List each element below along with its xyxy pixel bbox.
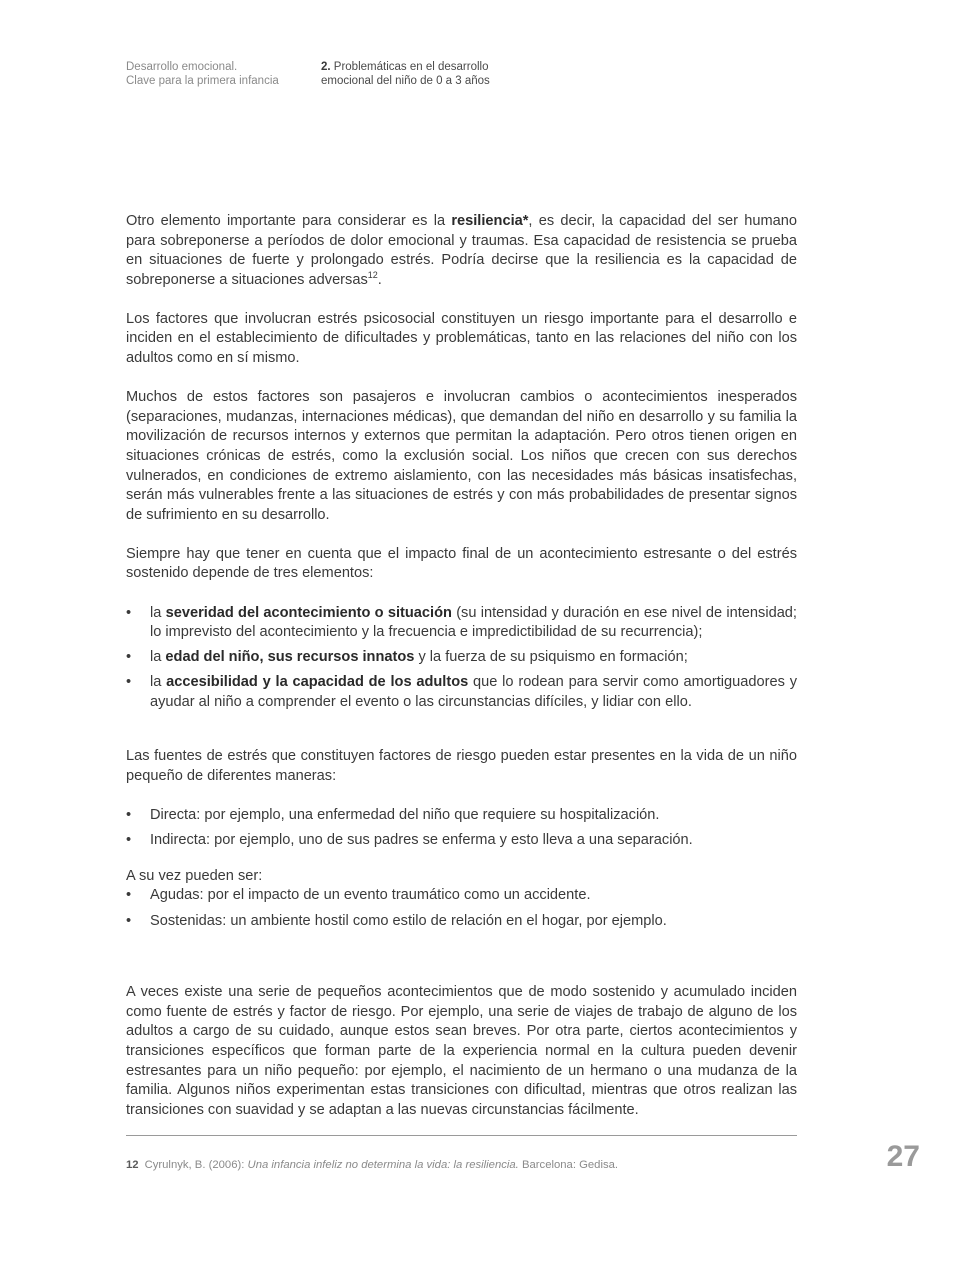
- term-resiliencia: resiliencia*: [451, 213, 529, 229]
- list-item: [126, 673, 797, 712]
- chapter-number: 2.: [321, 61, 331, 73]
- elements-list: [126, 604, 797, 713]
- paragraph-resiliencia: [126, 212, 797, 290]
- text-run: (su intensidad y duración en ese nivel de intensidad; lo imprevisto del acontecimiento y la frecuencia e impredictibilidad de su recurrencia);: [150, 604, 797, 641]
- bullet-icon: •: [126, 832, 132, 849]
- bullet-icon: •: [126, 912, 132, 929]
- paragraph-impacto: Siempre hay que tener en cuenta que el impacto final de un acontecimiento estresante o del estrés sostenido depende de tres elementos:: [126, 545, 797, 582]
- book-title-line2: Clave para la primera infancia: [126, 75, 279, 87]
- bullet-icon: •: [126, 604, 132, 621]
- text-run: y la fuerza de su psiquismo en formación;: [414, 649, 688, 666]
- footnote: [126, 1158, 618, 1172]
- chapter-title-line1: Problemáticas en el desarrollo: [330, 61, 489, 73]
- footnote-author: Cyrulnyk, B. (2006):: [144, 1159, 248, 1171]
- bullet-icon: •: [126, 887, 132, 904]
- list-item-term: accesibilidad y la capacidad de los adultos: [166, 674, 469, 691]
- list-item: [126, 806, 797, 826]
- sources-list: [126, 806, 797, 851]
- book-title-line1: Desarrollo emocional.: [126, 61, 238, 73]
- list-item-text: Indirecta: por ejemplo, uno de sus padres se enferma y esto lleva a una separación.: [150, 832, 693, 849]
- chapter-title-line2: emocional del niño de 0 a 3 años: [321, 75, 490, 87]
- body-content: [126, 212, 797, 1120]
- list-item: [126, 886, 797, 906]
- list-item-text: Directa: por ejemplo, una enfermedad del niño que requiere su hospitalización.: [150, 807, 660, 824]
- text-run: que lo rodean para servir como amortiguadores y ayudar al niño a comprender el evento o las circunstancias difíciles, y lidiar con ello.: [150, 674, 797, 710]
- paragraph-a-veces: A veces existe una serie de pequeños acontecimientos que de modo sostenido y acumulado inciden como fuente de estrés y factor de riesgo. Por ejemplo, una serie de viajes de trabajo de alguno de los adultos a cargo de su cuidado, aunque estos sean breves. Por otra parte, ciertos acontecimientos y transiciones específicos que forman parte de la experiencia normal en la cultura pueden devenir estresantes para un niño pequeño: por ejemplo, el nacimiento de un hermano o una mudanza de la familia. Algunos niños experimentan estas transiciones con dificultad, mientras que otros realizan las transiciones con suavidad y se adaptan a las nuevas circunstancias fácilmente.: [126, 984, 797, 1118]
- list-item-term: severidad del acontecimiento o situación: [165, 604, 452, 621]
- types-list: [126, 886, 797, 931]
- page-number: 27: [886, 1140, 920, 1173]
- text-run: .: [377, 271, 382, 288]
- text-run: la: [150, 604, 166, 621]
- list-item-text: Agudas: por el impacto de un evento traumático como un accidente.: [150, 887, 591, 904]
- footnote-publisher: Barcelona: Gedisa.: [518, 1159, 619, 1171]
- list-item-text: Sostenidas: un ambiente hostil como estilo de relación en el hogar, por ejemplo.: [150, 912, 667, 929]
- bullet-icon: •: [126, 649, 132, 666]
- text-run: la: [150, 674, 167, 691]
- paragraph-muchos-factores: Muchos de estos factores son pasajeros e involucran cambios o acontecimientos inesperados (separaciones, mudanzas, internaciones médicas), que demandan del niño en desarrollo y su familia la movilización de recursos internos y externos que permitan la adaptación. Pero otros tienen origen en situaciones crónicas de estrés, como la exclusión social. Los niños que crecen con sus derechos vulnerados, en condiciones de extremo aislamiento, con las necesidades más básicas insatisfechas, serán más vulnerables frente a las situaciones de estrés y con más probabilidades de presentar signos de sufrimiento en su desarrollo.: [126, 389, 797, 523]
- list-item: [126, 604, 797, 643]
- list-item: [126, 831, 797, 851]
- bullet-icon: •: [126, 807, 132, 824]
- footnote-number: 12: [126, 1159, 139, 1171]
- text-run: , es decir, la capacidad del ser humano para sobreponerse a períodos de dolor emocional y traumas. Esa capacidad de resistencia se prueba en situaciones de fuerte y prolongado estrés. Podría decirse que la resiliencia es la capacidad de sobreponerse a situaciones adversas: [126, 213, 797, 288]
- footnote-ref: 12: [367, 269, 378, 280]
- text-run: la: [150, 649, 166, 666]
- list-item-term: edad del niño, sus recursos innatos: [165, 649, 415, 666]
- footnote-divider: [126, 1135, 797, 1136]
- book-title: [126, 60, 316, 88]
- text-run: Otro elemento importante para considerar es la: [126, 213, 452, 229]
- paragraph-fuentes: Las fuentes de estrés que constituyen factores de riesgo pueden estar presentes en la vida de un niño pequeño de diferentes maneras:: [126, 748, 797, 785]
- footnote-title: Una infancia infeliz no determina la vida: la resiliencia.: [247, 1159, 519, 1171]
- paragraph-a-su-vez: A su vez pueden ser:: [126, 867, 263, 884]
- paragraph-factores: Los factores que involucran estrés psicosocial constituyen un riesgo importante para el desarrollo e inciden en el establecimiento de dificultades y problemáticas, tanto en las relaciones del niño con los adultos como en sí mismo.: [126, 310, 797, 367]
- chapter-title: [321, 60, 561, 88]
- bullet-icon: •: [126, 674, 132, 691]
- list-item: [126, 648, 797, 668]
- list-item: [126, 912, 797, 932]
